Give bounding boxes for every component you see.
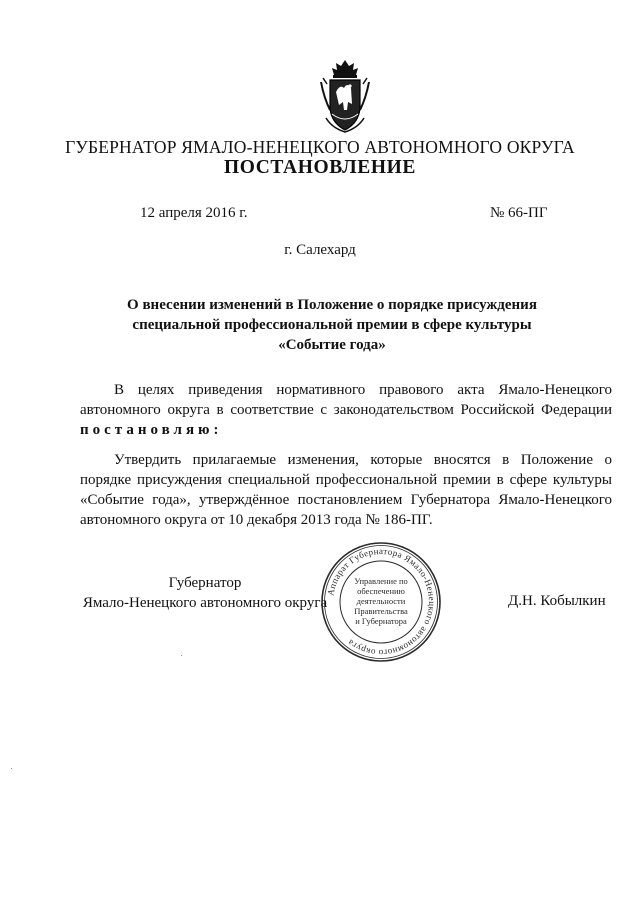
scan-speck [181, 655, 182, 656]
preamble-line: автономного округа в соответствие с законодательством Российской Федерации [80, 402, 612, 418]
operative-line: порядке присуждения специальной профессиональной премии в сфере культуры [80, 472, 612, 488]
stamp-ring-text: Аппарат Губернатора Ямало-Ненецкого автономного округа [325, 545, 438, 659]
preamble-line: В целях приведения нормативного правового акта Ямало-Ненецкого [114, 382, 612, 398]
stamp-center-line: Управление по [354, 576, 408, 586]
document-number: № 66-ПГ [490, 205, 548, 221]
coat-of-arms-emblem [318, 58, 372, 134]
stamp-center-line: обеспечению [357, 586, 405, 596]
title-line: «Событие года» [278, 337, 386, 353]
signatory-title-line: Ямало-Ненецкого автономного округа [82, 595, 328, 611]
scan-speck [11, 768, 12, 769]
document-place: г. Салехард [284, 242, 356, 258]
signatory-name: Д.Н. Кобылкин [508, 593, 606, 609]
stamp-center-line: и Губернатора [355, 616, 407, 626]
title-line: специальной профессиональной премии в сфере культуры [132, 317, 532, 333]
stamp-center-line: Правительства [354, 606, 408, 616]
signatory-title-line: Губернатор [168, 575, 242, 591]
stamp-center-line: деятельности [356, 596, 406, 606]
document-date: 12 апреля 2016 г. [140, 205, 248, 221]
title-line: О внесении изменений в Положение о порядке присуждения [127, 297, 537, 313]
operative-line: «Событие года», утверждённое постановлением Губернатора Ямало-Ненецкого [80, 492, 612, 508]
operative-paragraph [80, 450, 612, 530]
document-type: ПОСТАНОВЛЕНИЕ [223, 157, 417, 178]
operative-line: автономного округа от 10 декабря 2013 года № 186-ПГ. [80, 512, 433, 528]
signatory-title [80, 573, 330, 613]
preamble-paragraph [80, 380, 612, 440]
issuing-authority: ГУБЕРНАТОР ЯМАЛО-НЕНЕЦКОГО АВТОНОМНОГО ОКРУГА [65, 137, 575, 157]
official-stamp [318, 540, 444, 664]
operative-line: Утвердить прилагаемые изменения, которые вносятся в Положение о [114, 452, 612, 468]
document-title [80, 295, 584, 355]
decree-word: постановляю: [80, 422, 223, 438]
